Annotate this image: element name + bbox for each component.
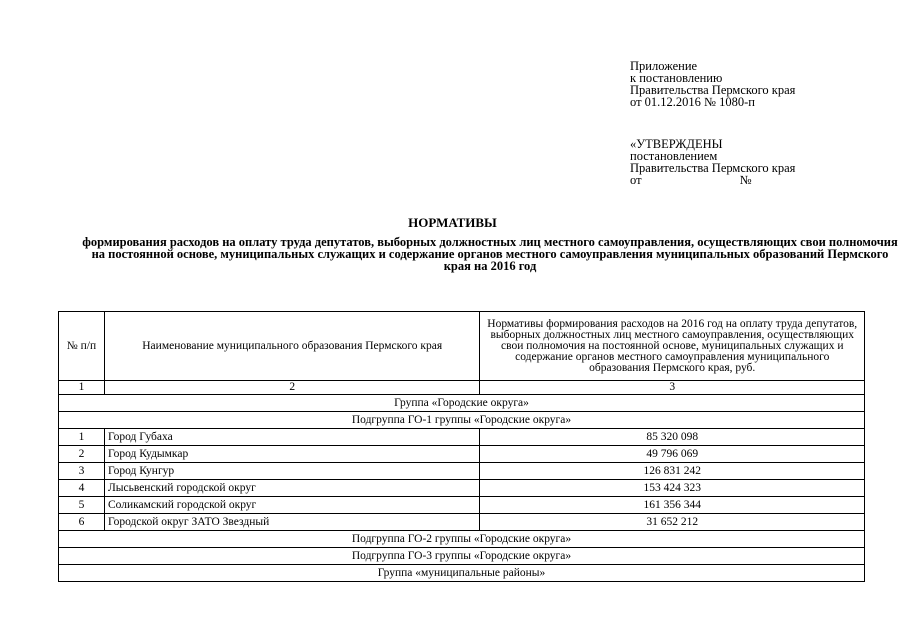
column-index: 1 [59, 381, 105, 395]
subgroup-label: Подгруппа ГО-2 группы «Городские округа» [59, 531, 865, 548]
row-value: 31 652 212 [480, 514, 865, 531]
subgroup-label: Подгруппа ГО-3 группы «Городские округа» [59, 548, 865, 565]
row-name: Соликамский городской округ [104, 497, 480, 514]
row-number: 3 [59, 463, 105, 480]
row-number: 4 [59, 480, 105, 497]
row-name: Лысьвенский городской округ [104, 480, 480, 497]
row-value: 161 356 344 [480, 497, 865, 514]
approval-line: постановлением [630, 149, 718, 163]
table-row [59, 429, 865, 446]
document-title: НОРМАТИВЫ [408, 215, 497, 230]
column-index-row [59, 381, 865, 395]
subgroup-row [59, 548, 865, 565]
row-name: Город Кудымкар [104, 446, 480, 463]
group-row [59, 395, 865, 412]
subgroup-label: Подгруппа ГО-1 группы «Городские округа» [59, 412, 865, 429]
approval-date-number-row [630, 174, 795, 186]
group-label: Группа «муниципальные районы» [59, 565, 865, 582]
row-value: 153 424 323 [480, 480, 865, 497]
row-value: 49 796 069 [480, 446, 865, 463]
row-number: 5 [59, 497, 105, 514]
row-name: Город Кунгур [104, 463, 480, 480]
table-row [59, 463, 865, 480]
appendix-line: к постановлению [630, 71, 723, 85]
row-number: 2 [59, 446, 105, 463]
column-index: 3 [480, 381, 865, 395]
column-index: 2 [104, 381, 480, 395]
appendix-block [630, 60, 795, 108]
group-row [59, 565, 865, 582]
table-row [59, 446, 865, 463]
document-subtitle: формирования расходов на оплату труда депутатов, выборных должностных лиц местного самоуправления, осуществляющих свои полномочия на постоянной основе, муниципальных служащих и содержание органов местного самоуправления муниципальных образований Пермского края на 2016 год [82, 235, 898, 273]
header-number: № п/п [59, 312, 105, 381]
row-number: 6 [59, 514, 105, 531]
header-municipality: Наименование муниципального образования Пермского края [104, 312, 480, 381]
approval-from-label: от [630, 173, 642, 187]
approval-line: Правительства Пермского края [630, 161, 796, 175]
approval-number-label: № [739, 173, 752, 187]
table-row [59, 480, 865, 497]
row-name: Городской округ ЗАТО Звездный [104, 514, 480, 531]
appendix-line: Приложение [630, 59, 698, 73]
row-value: 126 831 242 [480, 463, 865, 480]
table-header-row [59, 312, 865, 381]
row-name: Город Губаха [104, 429, 480, 446]
row-number: 1 [59, 429, 105, 446]
table-row [59, 497, 865, 514]
appendix-line: Правительства Пермского края [630, 83, 796, 97]
approval-title: «УТВЕРЖДЕНЫ [630, 137, 723, 151]
header-norm-value: Нормативы формирования расходов на 2016 год на оплату труда депутатов, выборных должностных лиц местного самоуправления, осуществляющих свои полномочия на постоянной основе, муниципальных служащих и содержание органов местного самоуправления муниципального образования Пермского края, руб. [480, 312, 865, 381]
approval-block [630, 138, 795, 186]
norms-table [58, 311, 865, 582]
subgroup-row [59, 531, 865, 548]
row-value: 85 320 098 [480, 429, 865, 446]
group-label: Группа «Городские округа» [59, 395, 865, 412]
appendix-line: от 01.12.2016 № 1080-п [630, 95, 755, 109]
subgroup-row [59, 412, 865, 429]
table-row [59, 514, 865, 531]
